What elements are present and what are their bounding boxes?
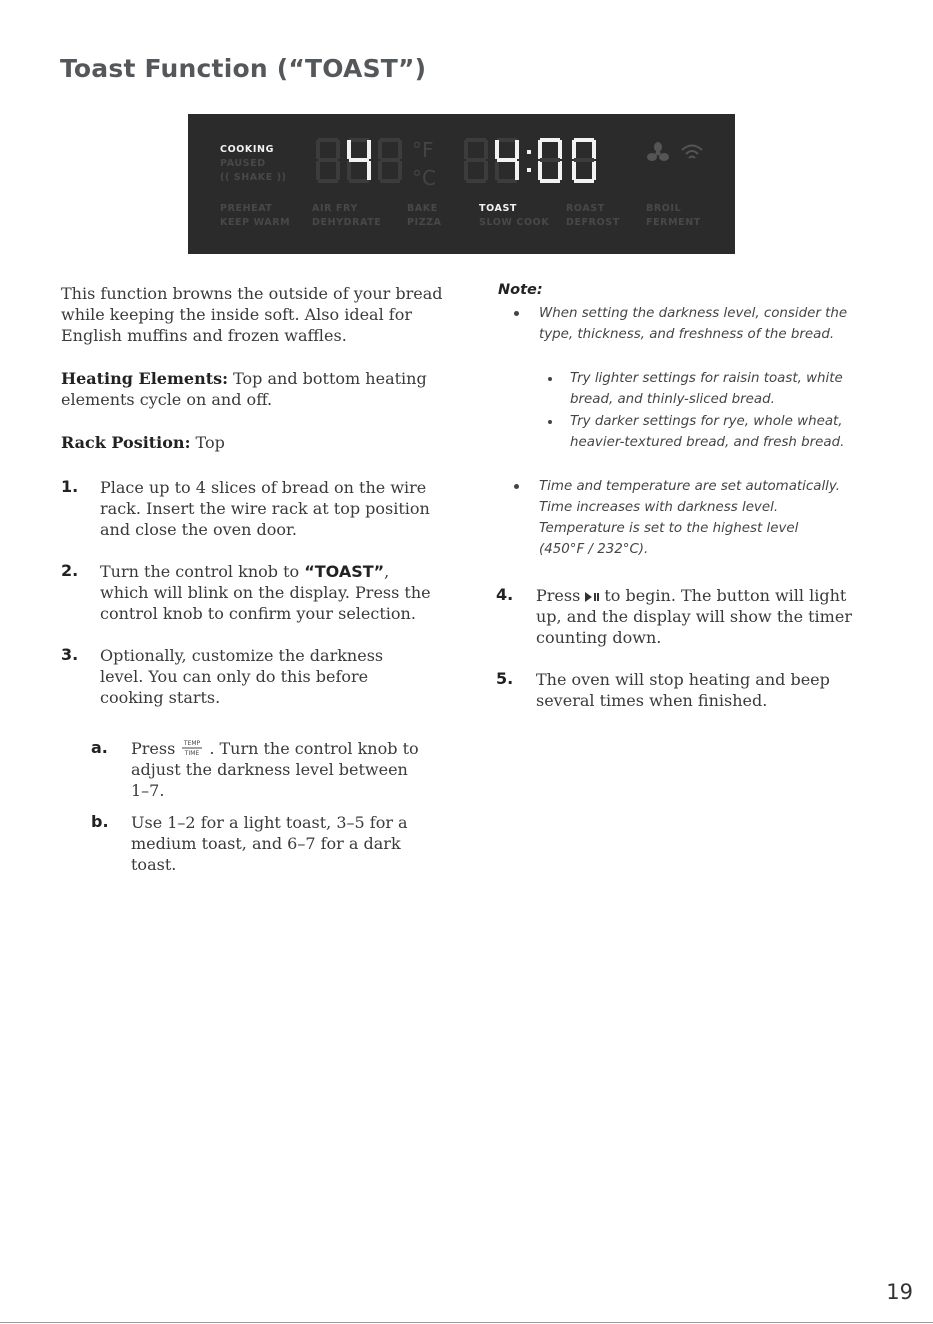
- celsius-label: °C: [412, 166, 436, 190]
- fan-icon: [647, 142, 669, 164]
- note-text: type, thickness, and freshness of the bread.: [539, 327, 835, 342]
- note-text: Time and temperature are set automatically.: [539, 479, 841, 494]
- step-text-part: Press: [536, 586, 581, 605]
- function-defrost: DEFROST: [566, 217, 620, 228]
- toast-function-name: “TOAST”: [304, 562, 385, 581]
- function-broil: BROIL: [646, 203, 682, 214]
- note-text: Time increases with darkness level.: [539, 500, 779, 515]
- step-text: Optionally, customize the darkness: [100, 646, 384, 665]
- function-roast: ROAST: [566, 203, 605, 214]
- sub-bullet: [548, 377, 552, 381]
- function-keep-warm: KEEP WARM: [220, 217, 291, 228]
- substep-letter: b.: [91, 812, 109, 831]
- step-text: The oven will stop heating and beep: [536, 670, 830, 689]
- substep-text: adjust the darkness level between: [131, 760, 408, 779]
- note-text: heavier-textured bread, and fresh bread.: [570, 435, 845, 450]
- temp-label: TEMP: [184, 739, 201, 747]
- temperature-display: [314, 136, 410, 196]
- intro-line: while keeping the inside soft. Also ideal for: [61, 305, 412, 324]
- sub-bullet: [548, 420, 552, 424]
- intro-line: English muffins and frozen waffles.: [61, 326, 347, 345]
- note-text: When setting the darkness level, consider the: [539, 306, 848, 321]
- heating-elements-line: [61, 368, 427, 389]
- control-panel-display: [188, 114, 735, 254]
- step-number: 2.: [61, 561, 79, 580]
- step-text: control knob to confirm your selection.: [100, 604, 416, 623]
- rack-position-text: Top: [190, 433, 225, 452]
- substep-text: medium toast, and 6–7 for a dark: [131, 834, 401, 853]
- step-text-part: Turn the control knob to: [100, 562, 305, 581]
- substep-letter: a.: [91, 738, 108, 757]
- note-text: Temperature is set to the highest level: [539, 521, 799, 536]
- temp-time-button-icon: [178, 739, 206, 757]
- bullet: [514, 484, 519, 489]
- step-text: several times when finished.: [536, 691, 768, 710]
- substep-text: [131, 738, 419, 759]
- substep-text: Use 1–2 for a light toast, 3–5 for a: [131, 813, 408, 832]
- step-text: level. You can only do this before: [100, 667, 369, 686]
- step-text: counting down.: [536, 628, 662, 647]
- status-shake: (( SHAKE )): [220, 172, 287, 183]
- step-text: cooking starts.: [100, 688, 221, 707]
- function-dehydrate: DEHYDRATE: [312, 217, 382, 228]
- function-slow-cook: SLOW COOK: [479, 217, 550, 228]
- page-number: 19: [886, 1280, 913, 1304]
- footer-divider: [0, 1322, 933, 1323]
- time-label: TIME: [185, 749, 200, 757]
- step-text: which will blink on the display. Press the: [100, 583, 431, 602]
- step-text-part: to begin. The button will light: [604, 586, 847, 605]
- function-toast: TOAST: [479, 203, 517, 214]
- step-text: [536, 585, 846, 606]
- timer-display: [462, 136, 602, 196]
- note-text: Try lighter settings for raisin toast, white: [570, 371, 843, 386]
- heating-elements-text: Top and bottom heating: [228, 369, 427, 388]
- heating-elements-text: elements cycle on and off.: [61, 390, 273, 409]
- substep-text: 1–7.: [131, 781, 165, 800]
- step-number: 3.: [61, 645, 79, 664]
- fahrenheit-label: °F: [412, 138, 434, 162]
- step-number: 5.: [496, 669, 514, 688]
- function-pizza: PIZZA: [407, 217, 442, 228]
- step-text: [100, 561, 389, 582]
- step-text: up, and the display will show the timer: [536, 607, 852, 626]
- substep-text-part: Press: [131, 739, 176, 758]
- function-bake: BAKE: [407, 203, 438, 214]
- step-text: Place up to 4 slices of bread on the wire: [100, 478, 427, 497]
- function-preheat: PREHEAT: [220, 203, 273, 214]
- note-heading: Note:: [498, 282, 543, 298]
- substep-text-part: . Turn the control knob to: [209, 739, 419, 758]
- status-cooking: COOKING: [220, 144, 274, 155]
- heating-elements-label: Heating Elements:: [61, 369, 229, 388]
- bullet: [514, 311, 519, 316]
- step-text-part: ,: [384, 562, 390, 581]
- step-number: 1.: [61, 477, 79, 496]
- note-text: (450°F / 232°C).: [539, 542, 649, 557]
- start-pause-icon: [584, 591, 600, 603]
- function-ferment: FERMENT: [646, 217, 701, 228]
- function-air-fry: AIR FRY: [312, 203, 358, 214]
- step-text: and close the oven door.: [100, 520, 297, 539]
- step-text: rack. Insert the wire rack at top position: [100, 499, 430, 518]
- note-text: bread, and thinly-sliced bread.: [570, 392, 775, 407]
- step-number: 4.: [496, 585, 514, 604]
- substep-text: toast.: [131, 855, 177, 874]
- wifi-icon: [680, 142, 704, 162]
- intro-line: This function browns the outside of your bread: [61, 284, 443, 303]
- page-title: Toast Function (“TOAST”): [60, 54, 427, 83]
- note-text: Try darker settings for rye, whole wheat,: [570, 414, 843, 429]
- rack-position-label: Rack Position:: [61, 433, 191, 452]
- rack-position-line: [61, 432, 225, 453]
- status-paused: PAUSED: [220, 158, 266, 169]
